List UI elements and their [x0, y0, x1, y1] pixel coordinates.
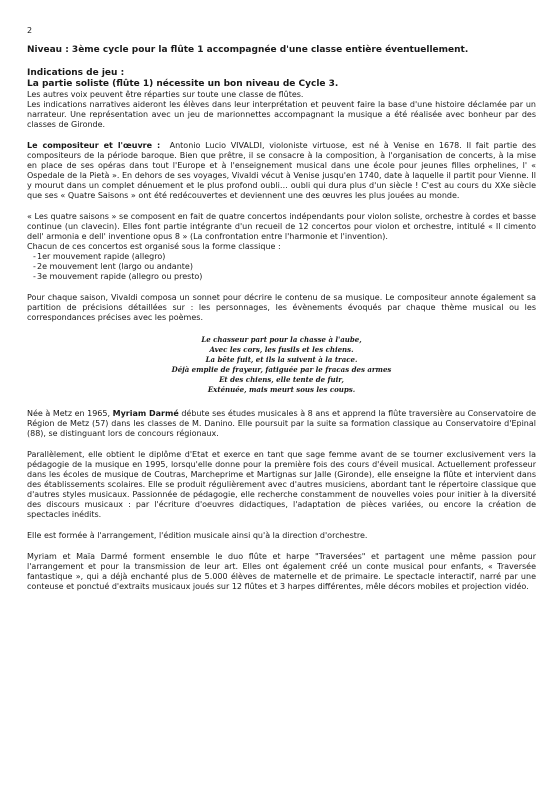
poem-line: Déjà emplie de frayeur, fatiguée par le fracas des armes: [171, 365, 392, 374]
level-heading: Niveau : 3ème cycle pour la flûte 1 accompagnée d'une classe entière éventuellement.: [27, 45, 469, 55]
movement-item: -2e mouvement lent (largo ou andante): [33, 262, 193, 271]
sonnet-paragraph: Pour chaque saison, Vivaldi composa un sonnet pour décrire le contenu de sa musique. Le compositeur annote également sa partition de précisions détaillées sur : les personnages, les évènements évoqués par chaque thème musical ou les correspondances précises avec les poèmes.: [27, 293, 536, 322]
indications-line-2: Les indications narratives aideront les élèves dans leur interprétation et peuvent faire la base d'une histoire déclamée par un narrateur. Une représentation avec un jeu de marionnettes accompagnant la musique a été réalisée avec bonheur par des classes de Gironde.: [27, 100, 536, 129]
poem-line: Avec les cors, les fusils et les chiens.: [209, 345, 354, 354]
seasons-paragraph: « Les quatre saisons » se composent en fait de quatre concertos indépendants pour violon soliste, orchestre à cordes et basse continue (un clavecin). Elles font partie intégrante d'un recueil de 12 concertos pour violon et orchestre, intitulé « Il cimento dell' armonia e dell' inventione opus 8 » (La confrontation entre l'harmonie et l'invention).: [27, 212, 536, 241]
bio-paragraph-4: Myriam et Maïa Darmé forment ensemble le duo flûte et harpe "Traversées" et partagent une même passion pour l'arrangement et pour la transmission de leur art. Elles ont également créé un conte musical pour enfants, « Traversée fantastique », qui a déjà enchanté plus de 5.000 élèves de maternelle et de primaire. Le spectacle interactif, narré par une conteuse et ponctué d'extraits musicaux joués sur 12 flûtes et 3 harpes différentes, mêle décors mobiles et projection vidéo.: [27, 552, 536, 591]
seasons-intro: Chacun de ces concertos est organisé sous la forme classique :: [27, 242, 281, 251]
document-body: [27, 26, 536, 592]
indications-title: Indications de jeu :: [27, 68, 125, 78]
bio-paragraph-2: Parallèlement, elle obtient le diplôme d'Etat et exerce en tant que sage femme avant de se tourner exclusivement vers la pédagogie de la musique en 1995, lorsqu'elle donne pour la première fois des cours d'éveil musical. Actuellement professeur dans les écoles de musique de Coutras, Marcheprime et Martignas sur Jalle (Gironde), elle enseigne la flûte et intervient dans des établissements scolaires. Elle se produit régulièrement avec d'autres musiciens, abordant tant le répertoire classique que d'autres styles musicaux. Passionnée de pédagogie, elle recherche constamment de nouvelles voies pour initier à la diversité des discours musicaux : par l'écriture d'oeuvres didactiques, l'adaptation de pièces variées, ou encore la création de spectacles inédits.: [27, 450, 536, 519]
poem-line: La bête fuit, et ils la suivent à la trace.: [205, 355, 358, 364]
poem-line: Exténuée, mais meurt sous les coups.: [207, 385, 356, 394]
poem-line: Le chasseur part pour la chasse à l'aube,: [201, 335, 362, 344]
movement-item: -3e mouvement rapide (allegro ou presto): [33, 272, 203, 281]
page-number: 2: [27, 26, 33, 35]
poem: [27, 335, 536, 395]
poem-line: Et des chiens, elle tente de fuir,: [219, 375, 344, 384]
indications-subtitle: La partie soliste (flûte 1) nécessite un bon niveau de Cycle 3.: [27, 79, 339, 89]
author-name: Myriam Darmé: [112, 409, 179, 418]
composer-paragraph: [27, 141, 536, 201]
movement-item: -1er mouvement rapide (allegro): [33, 252, 166, 261]
bio-paragraph-3: Elle est formée à l'arrangement, l'édition musicale ainsi qu'à la direction d'orchestre.: [27, 531, 368, 540]
bio-paragraph-1: Née à Metz en 1965, Myriam Darmé débute ses études musicales à 8 ans et apprend la flûte traversière au Conservatoire de Région de Metz (57) dans les classes de M. Danino. Elle poursuit par la suite sa formation classique au Conservatoire d'Epinal (88), se distinguant lors de concours régionaux.: [27, 409, 536, 438]
indications-line-1: Les autres voix peuvent être réparties sur toute une classe de flûtes.: [27, 90, 304, 99]
composer-label: Le compositeur et l'œuvre :: [27, 141, 161, 150]
composer-text: Antonio Lucio VIVALDI, violoniste virtuose, est né à Venise en 1678. Il fait partie des compositeurs de la période baroque. Bien que prêtre, il se consacre à la composition, à l'organisation de concerts, à la mise en place de ses opéras dans tout l'Europe et à l'enseignement musical dans une école pour jeunes filles orphelines, l' « Ospedale de la Pietà ». En dehors de ses voyages, Vivaldi vécut à Venise jusqu'en 1740, date à laquelle il partit pour Vienne. Il y mourut dans un complet dénuement et le plus profond oubli… oubli qui dura plus d'un siècle ! C'est au cours du XXe siècle que ses « Quatre Saisons » ont été redécouvertes et deviennent une des œuvres les plus jouées au monde.: [27, 141, 537, 200]
